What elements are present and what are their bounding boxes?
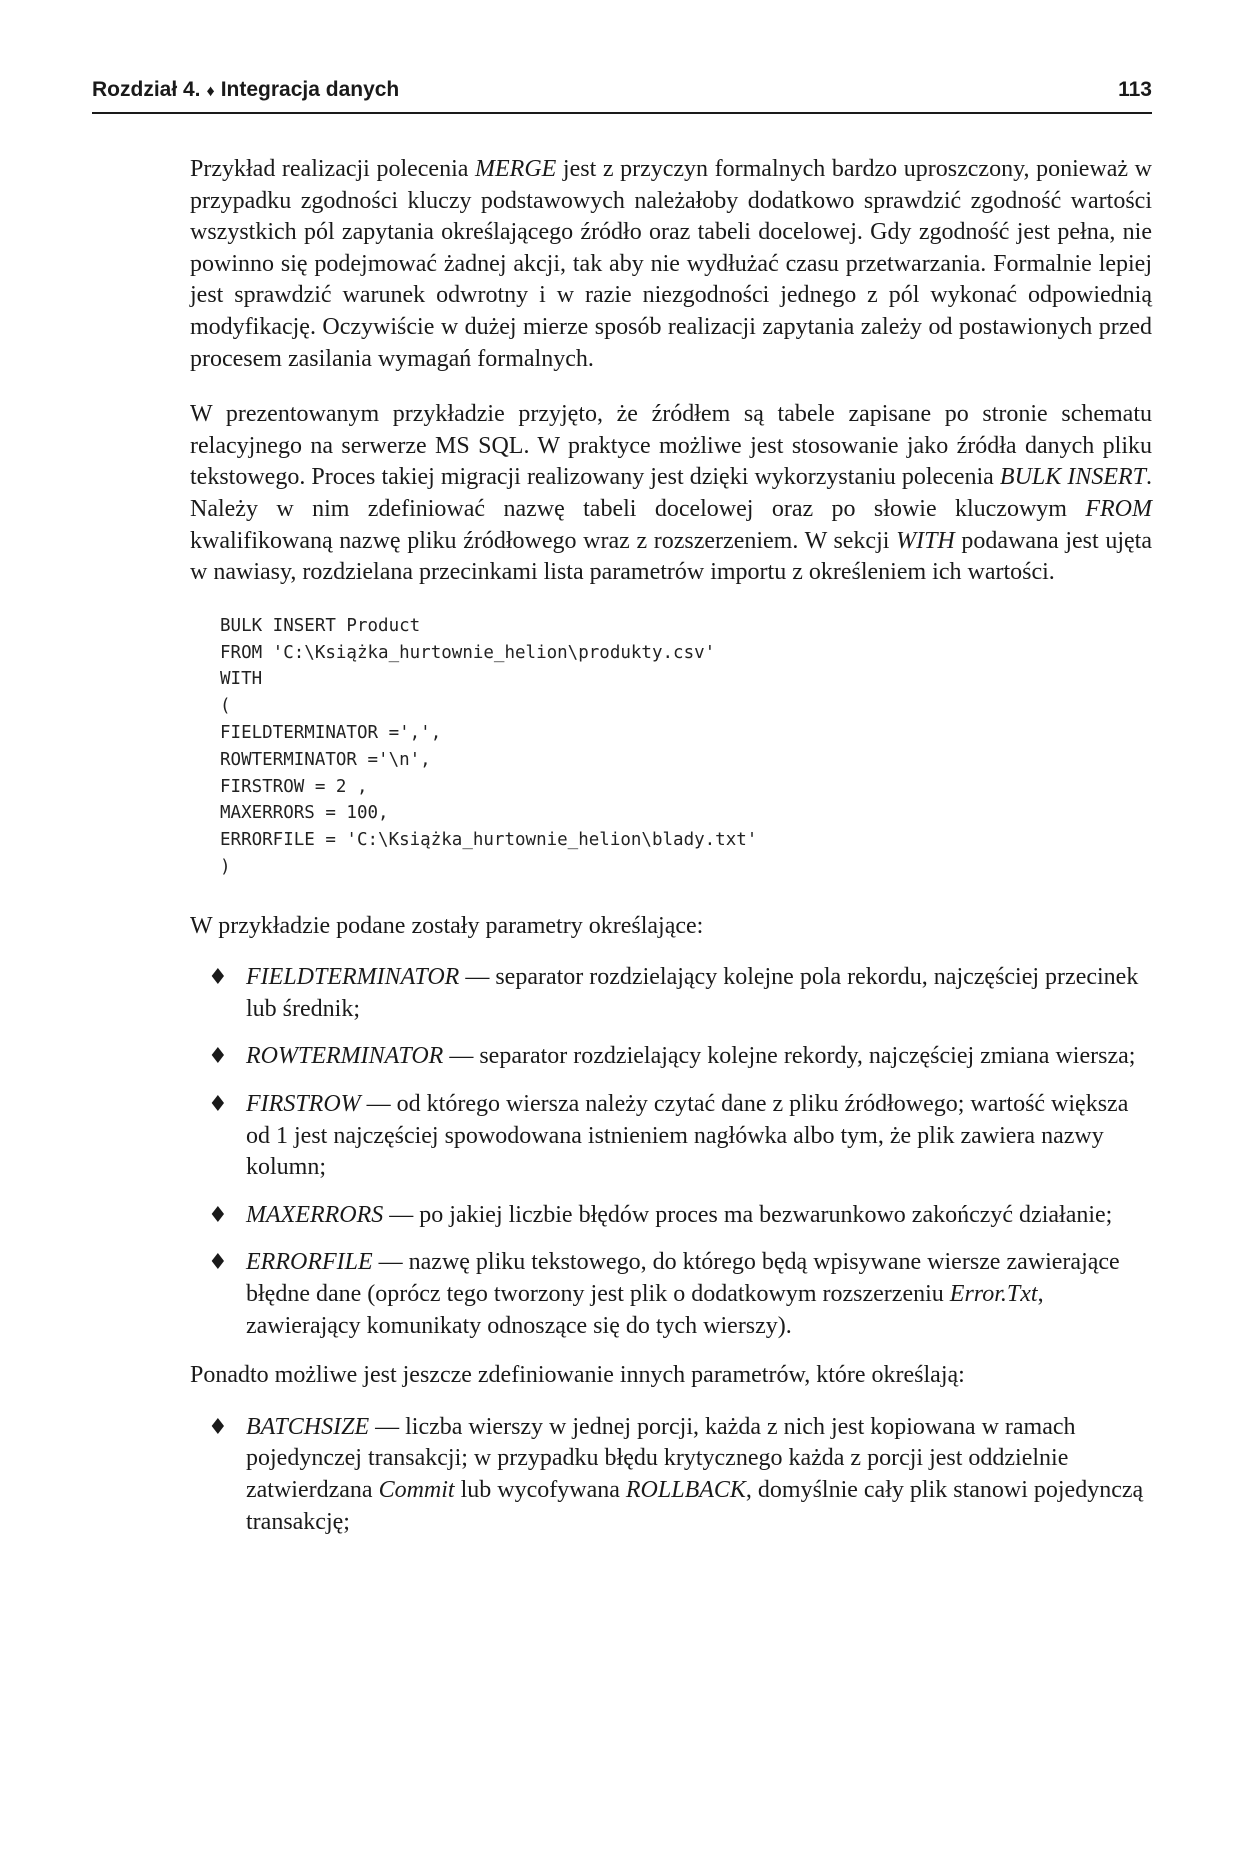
paragraph-bulk-insert bbox=[190, 399, 1152, 589]
paragraph-params-intro: W przykładzie podane zostały parametry określające: bbox=[190, 912, 704, 939]
file-extension: Error.Txt bbox=[949, 1281, 1038, 1308]
diamond-bullet-icon: ♦ bbox=[208, 1092, 228, 1118]
parameter-description: , domyślnie cały plik stanowi pojedynczą transakcję; bbox=[246, 1477, 1144, 1535]
diamond-bullet-icon: ♦ bbox=[208, 1202, 228, 1228]
keyword-bulk-insert: BULK INSERT bbox=[999, 464, 1147, 491]
parameter-description: — liczba wierszy w jednej porcji, każda z nich jest kopiowana w ramach pojedynczej transakcji; w przypadku błędu krytycznego każda z porcji jest oddzielnie zatwierdzana bbox=[246, 1413, 1076, 1503]
list-item bbox=[190, 1089, 1152, 1184]
text-run: jest z przyczyn formalnych bardzo uproszczony, ponieważ w przypadku zgodności kluczy podstawowych należałoby dodatkowo sprawdzić zgodność wartości wszystkich pól zapytania określającego źródło oraz tabeli docelowej. Gdy zgodność jest pełna, nie powinno się podejmować żadnej akcji, tak aby nie wydłużać czasu przetwarzania. Formalnie lepiej jest sprawdzić warunek odwrotny i w razie niezgodności jednego z pól wykonać odpowiednią modyfikację. Oczywiście w dużej mierze sposób realizacji zapytania zależy od postawionych przed procesem zasilania wymagań formalnych. bbox=[190, 156, 1153, 372]
parameter-term: ROWTERMINATOR bbox=[246, 1043, 444, 1070]
parameter-description: — nazwę pliku tekstowego, do którego będą wpisywane wiersze zawierające błędne dane (oprócz tego tworzony jest plik o dodatkowym rozszerzeniu bbox=[246, 1249, 1120, 1308]
chapter-number: Rozdział 4. bbox=[92, 78, 201, 101]
chapter-label bbox=[92, 78, 399, 102]
parameter-term: ERRORFILE bbox=[246, 1249, 373, 1276]
list-item bbox=[190, 962, 1152, 1025]
chapter-title: Integracja danych bbox=[220, 78, 400, 101]
paragraph-other-params: Ponadto możliwe jest jeszcze zdefiniowanie innych parametrów, które określają: bbox=[190, 1362, 965, 1389]
parameter-description: , zawierający komunikaty odnoszące się do tych wierszy). bbox=[246, 1281, 1044, 1339]
keyword-commit: Commit bbox=[378, 1477, 455, 1503]
running-header bbox=[92, 74, 1152, 114]
parameter-term: MAXERRORS bbox=[246, 1201, 384, 1228]
parameter-term: FIRSTROW bbox=[246, 1091, 361, 1118]
code-listing: BULK INSERT Product FROM 'C:\Książka_hurtownie_helion\produkty.csv' WITH ( FIELDTERMINATOR =',', ROWTERMINATOR ='\n', FIRSTROW = 2 , MAXERRORS = 100, ERRORFILE = 'C:\Książka_hurtownie_helion\blady.txt' ) bbox=[220, 615, 758, 877]
text-run: . Należy w nim zdefiniować nazwę tabeli docelowej oraz po słowie kluczowym bbox=[190, 464, 1153, 522]
parameter-term: FIELDTERMINATOR bbox=[246, 964, 460, 991]
parameter-description: lub wycofywana bbox=[454, 1477, 626, 1503]
list-item bbox=[190, 1200, 1152, 1232]
parameter-description: — separator rozdzielający kolejne pola rekordu, najczęściej przecinek lub średnik; bbox=[246, 964, 1139, 1022]
text-run: kwalifikowaną nazwę pliku źródłowego wraz z rozszerzeniem. W sekcji bbox=[190, 527, 897, 554]
keyword-rollback: ROLLBACK bbox=[625, 1477, 746, 1503]
parameter-list-extra bbox=[190, 1412, 1152, 1538]
text-run: podawana jest ujęta w nawiasy, rozdzielana przecinkami lista parametrów importu z określeniem ich wartości. bbox=[190, 527, 1152, 586]
text-run: Przykład realizacji polecenia bbox=[190, 156, 475, 182]
main-text bbox=[190, 154, 1152, 1556]
parameter-list bbox=[190, 962, 1152, 1342]
list-item bbox=[190, 1412, 1152, 1538]
parameter-term: BATCHSIZE bbox=[246, 1413, 370, 1440]
list-item bbox=[190, 1041, 1152, 1073]
list-item bbox=[190, 1247, 1152, 1342]
page-number: 113 bbox=[1118, 78, 1152, 101]
diamond-bullet-icon: ♦ bbox=[208, 965, 228, 991]
text-run: W prezentowanym przykładzie przyjęto, że źródłem są tabele zapisane po stronie schematu relacyjnego na serwerze MS SQL. W praktyce możliwe jest stosowanie jako źródła danych pliku tekstowego. Proces takiej migracji realizowany jest dzięki wykorzystaniu polecenia bbox=[190, 401, 1152, 491]
keyword-merge: MERGE bbox=[475, 156, 557, 182]
diamond-bullet-icon: ♦ bbox=[208, 1044, 228, 1070]
keyword-with: WITH bbox=[896, 527, 955, 554]
diamond-separator-icon: ♦ bbox=[206, 83, 215, 100]
parameter-description: — po jakiej liczbie błędów proces ma bezwarunkowo zakończyć działanie; bbox=[383, 1201, 1113, 1228]
parameter-description: — separator rozdzielający kolejne rekordy, najczęściej zmiana wiersza; bbox=[443, 1043, 1136, 1070]
paragraph-merge bbox=[190, 154, 1152, 375]
diamond-bullet-icon: ♦ bbox=[208, 1250, 228, 1276]
keyword-from: FROM bbox=[1085, 495, 1152, 522]
diamond-bullet-icon: ♦ bbox=[208, 1414, 228, 1440]
parameter-description: — od którego wiersza należy czytać dane z pliku źródłowego; wartość większa od 1 jest najczęściej spowodowana istnieniem nagłówka albo tym, że plik zawiera nazwy kolumn; bbox=[246, 1091, 1129, 1181]
